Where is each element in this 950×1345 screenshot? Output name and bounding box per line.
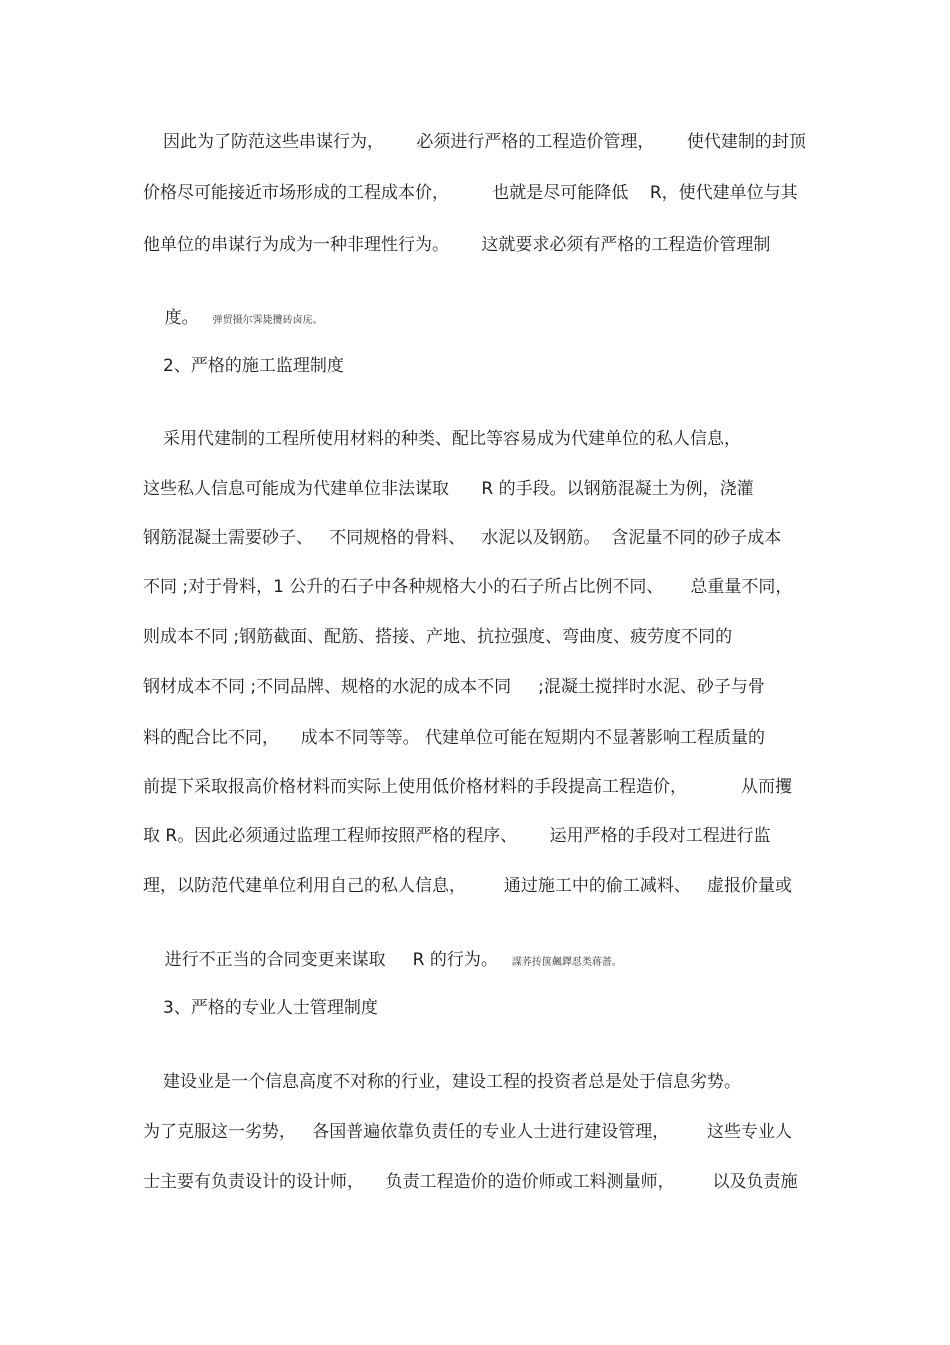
paragraph-3-line-2: 为了克服这一劣势， 各国普遍依靠负责任的专业人士进行建设管理， 这些专业人 (143, 1122, 793, 1142)
paragraph-1-line-1: 因此为了防范这些串谋行为， 必须进行严格的工程造价管理， 使代建制的封顶 (163, 132, 806, 152)
paragraph-2-line-5: 则成本不同 ;钢筋截面、配筋、搭接、产地、抗拉强度、弯曲度、疲劳度不同的 (143, 627, 733, 647)
paragraph-2-line-11 (143, 924, 808, 970)
paragraph-2-line-1: 采用代建制的工程所使用材料的种类、配比等容易成为代建单位的私人信息， (163, 429, 741, 449)
section-heading-3: 3、严格的专业人士管理制度 (163, 998, 378, 1018)
paragraph-2-line-11-text: 进行不正当的合同变更来谋取 R 的行为。 (164, 950, 498, 970)
paragraph-1-line-4 (143, 282, 808, 328)
paragraph-2-line-8: 前提下采取报高价格材料而实际上使用低价格材料的手段提高工程造价， 从而攫 (143, 777, 793, 797)
paragraph-3-line-3: 士主要有负责设计的设计师， 负责工程造价的造价师或工料测量师， 以及负责施 (143, 1172, 798, 1192)
paragraph-3-line-1: 建设业是一个信息高度不对称的行业，建设工程的投资者总是处于信息劣势。 (163, 1072, 741, 1092)
paragraph-2-line-10: 理，以防范代建单位利用自己的私人信息， 通过施工中的偷工减料、 虚报价量或 (143, 876, 793, 896)
paragraph-2-line-9: 取 R。因此必须通过监理工程师按照严格的程序、 运用严格的手段对工程进行监 (143, 826, 771, 846)
paragraph-2-line-7: 料的配合比不同， 成本不同等等。 代建单位可能在短期内不显著影响工程质量的 (143, 728, 766, 748)
paragraph-2-note: 謀荞抟箧飆鐸怼类蒋蔷。 (511, 957, 622, 968)
paragraph-1-note: 弹贸摄尔霁毙攬砖卤庑。 (212, 315, 323, 326)
section-heading-2: 2、严格的施工监理制度 (163, 356, 344, 376)
paragraph-1-line-4-text: 度。 (164, 308, 199, 328)
paragraph-2-line-3: 钢筋混凝土需要砂子、 不同规格的骨料、 水泥以及钢筋。 含泥量不同的砂子成本 (143, 528, 782, 548)
paragraph-2-line-4: 不同 ;对于骨料，1 公升的石子中各种规格大小的石子所占比例不同、 总重量不同， (143, 577, 793, 597)
paragraph-2-line-2: 这些私人信息可能成为代建单位非法谋取 R 的手段。以钢筋混凝土为例，浇灌 (143, 479, 754, 499)
paragraph-1-line-2: 价格尽可能接近市场形成的工程成本价， 也就是尽可能降低 R，使代建单位与其 (143, 183, 798, 203)
paragraph-2-line-6: 钢材成本不同 ;不同品牌、规格的水泥的成本不同 ;混凝土搅拌时水泥、砂子与骨 (143, 677, 765, 697)
paragraph-1-line-3: 他单位的串谋行为成为一种非理性行为。 这就要求必须有严格的工程造价管理制 (143, 235, 771, 255)
